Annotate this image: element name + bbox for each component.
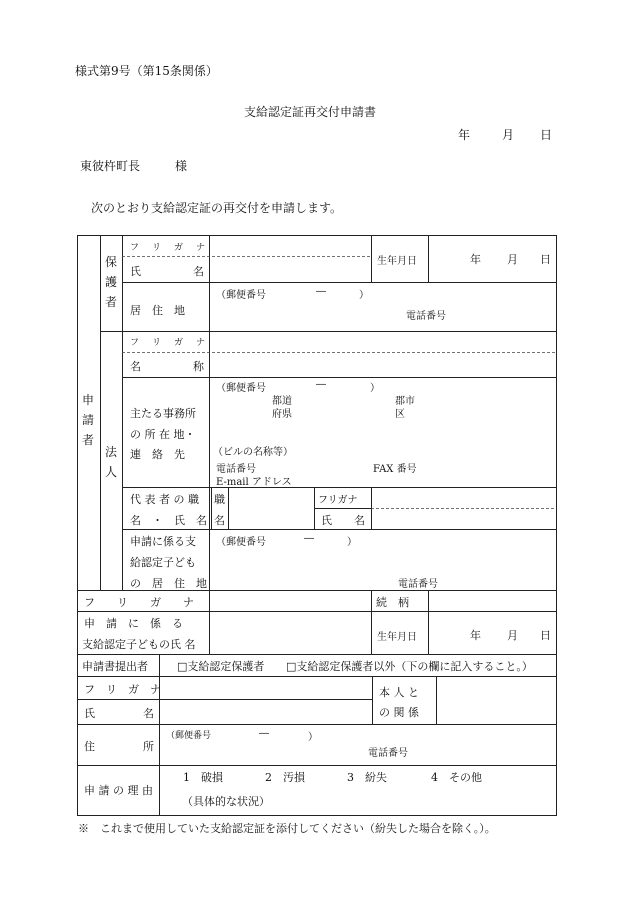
child-furigana-label: フ リ ガ ナ (84, 596, 194, 609)
date-year-label: 年 (458, 128, 471, 142)
submitter-postal-label: （郵便番号 (166, 731, 212, 741)
office-label-2: の 所 在 地・ (130, 428, 196, 441)
child-postal-dash: ― (304, 533, 314, 544)
relation-label-2: の 関 係 (379, 706, 419, 719)
guardian-birth-year: 年 (470, 253, 481, 266)
rep-label-2: 名 ・ 氏 名 (130, 514, 207, 527)
submitter-name-label-1: 氏 (84, 707, 95, 720)
guardian-postal-close: ） (359, 290, 369, 301)
addressee: 東彼杵町長 (80, 159, 141, 173)
guardian-furigana-label: フ リ ガ ナ (130, 243, 208, 253)
guardian-name-label-1: 氏 (130, 265, 141, 278)
office-postal-label: （郵便番号 (216, 383, 266, 394)
reason-label: 申 請 の 理 由 (84, 784, 153, 797)
corp-name-label-2: 称 (193, 360, 204, 373)
submitter-postal-close: ） (308, 732, 318, 743)
guardian-birth-label: 生年月日 (377, 256, 417, 267)
rep-furigana-label: フリガナ (318, 495, 358, 506)
footer-note: ※ これまで使用していた支給認定証を添付してください（紛失した場合を除く。）。 (78, 822, 496, 835)
office-phone-label: 電話番号 (216, 464, 256, 475)
child-address-label-2: 給認定子ども (130, 556, 196, 569)
guardian-postal-label: （郵便番号 (216, 290, 266, 301)
corp-name-label-1: 名 (130, 360, 141, 373)
applicant-vertical-label: 申 請 者 (81, 393, 94, 447)
child-birth-day: 日 (540, 629, 551, 642)
office-label-1: 主たる事務所 (130, 407, 196, 420)
todofuken-label-2: 府県 (272, 409, 292, 420)
submitter-address-label-1: 住 (84, 740, 95, 753)
child-postal-label: （郵便番号 (216, 537, 266, 548)
reason-option-1[interactable]: 1 破損 (183, 771, 223, 784)
submitter-furigana-label: フ リ ガ ナ (84, 683, 161, 696)
form-number: 様式第9号（第15条関係） (75, 64, 218, 78)
guardian-phone-label: 電話番号 (406, 311, 446, 322)
submitter-address-label-2: 所 (143, 740, 154, 753)
reason-option-4[interactable]: 4 その他 (431, 771, 482, 784)
office-postal-close: ） (370, 383, 380, 394)
child-phone-label: 電話番号 (398, 579, 438, 590)
rep-title-label: 職 (214, 493, 225, 506)
office-label-3: 連 絡 先 (130, 448, 185, 461)
intro-text: 次のとおり支給認定証の再交付を申請します。 (91, 201, 343, 215)
submitter-label: 申請書提出者 (82, 660, 148, 673)
rep-name-label-1: 氏 (321, 514, 332, 527)
todofuken-label-1: 都道 (272, 396, 292, 407)
relation-label-1: 本 人 と (379, 686, 419, 699)
child-birth-label: 生年月日 (377, 632, 417, 643)
option-guardian-checkbox[interactable]: □支給認定保護者 (177, 660, 265, 673)
submitter-postal-dash: ― (259, 728, 269, 739)
shigun-label-2: 区 (395, 409, 405, 420)
relation-child-label: 続 柄 (376, 596, 409, 609)
shigun-label-1: 郡市 (395, 396, 415, 407)
date-month-label: 月 (502, 128, 515, 142)
guardian-birth-day: 日 (540, 253, 551, 266)
child-address-label-3: の 居 住 地 (130, 577, 207, 590)
guardian-postal-dash: ― (316, 286, 326, 297)
guardian-name-label-2: 名 (193, 265, 204, 278)
child-name-label-2: 支給認定子どもの氏 名 (82, 638, 196, 651)
submitter-phone-label: 電話番号 (368, 748, 408, 759)
option-other-checkbox[interactable]: □支給認定保護者以外（下の欄に記入すること。） (286, 660, 533, 673)
addressee-suffix: 様 (175, 159, 188, 173)
fax-label: FAX 番号 (373, 464, 417, 475)
rep-name-label-2: 名 (354, 514, 365, 527)
child-postal-close: ） (347, 537, 357, 548)
building-label: （ビルの名称等） (213, 447, 293, 458)
child-name-label-1: 申 請 に 係 る (84, 617, 183, 630)
email-label: E-mail アドレス (216, 477, 292, 488)
reason-option-2[interactable]: 2 汚損 (265, 771, 305, 784)
date-day-label: 日 (540, 128, 553, 142)
child-address-label-1: 申請に係る支 (130, 535, 196, 548)
office-postal-dash: ― (316, 379, 326, 390)
reason-detail-label: （具体的な状況） (182, 795, 270, 808)
guardian-vertical-label: 保 護 者 (104, 255, 117, 309)
corporation-vertical-label: 法 人 (104, 445, 117, 479)
page-title: 支給認定証再交付申請書 (244, 105, 377, 119)
rep-title-label-2: 名 (214, 514, 225, 527)
submitter-name-label-2: 名 (143, 707, 154, 720)
child-birth-year: 年 (470, 629, 481, 642)
guardian-address-label: 居 住 地 (130, 304, 185, 317)
rep-label-1: 代 表 者 の 職 (130, 493, 199, 506)
reason-option-3[interactable]: 3 紛失 (347, 771, 387, 784)
guardian-birth-month: 月 (507, 253, 518, 266)
corp-furigana-label: フ リ ガ ナ (130, 338, 208, 348)
child-birth-month: 月 (507, 629, 518, 642)
